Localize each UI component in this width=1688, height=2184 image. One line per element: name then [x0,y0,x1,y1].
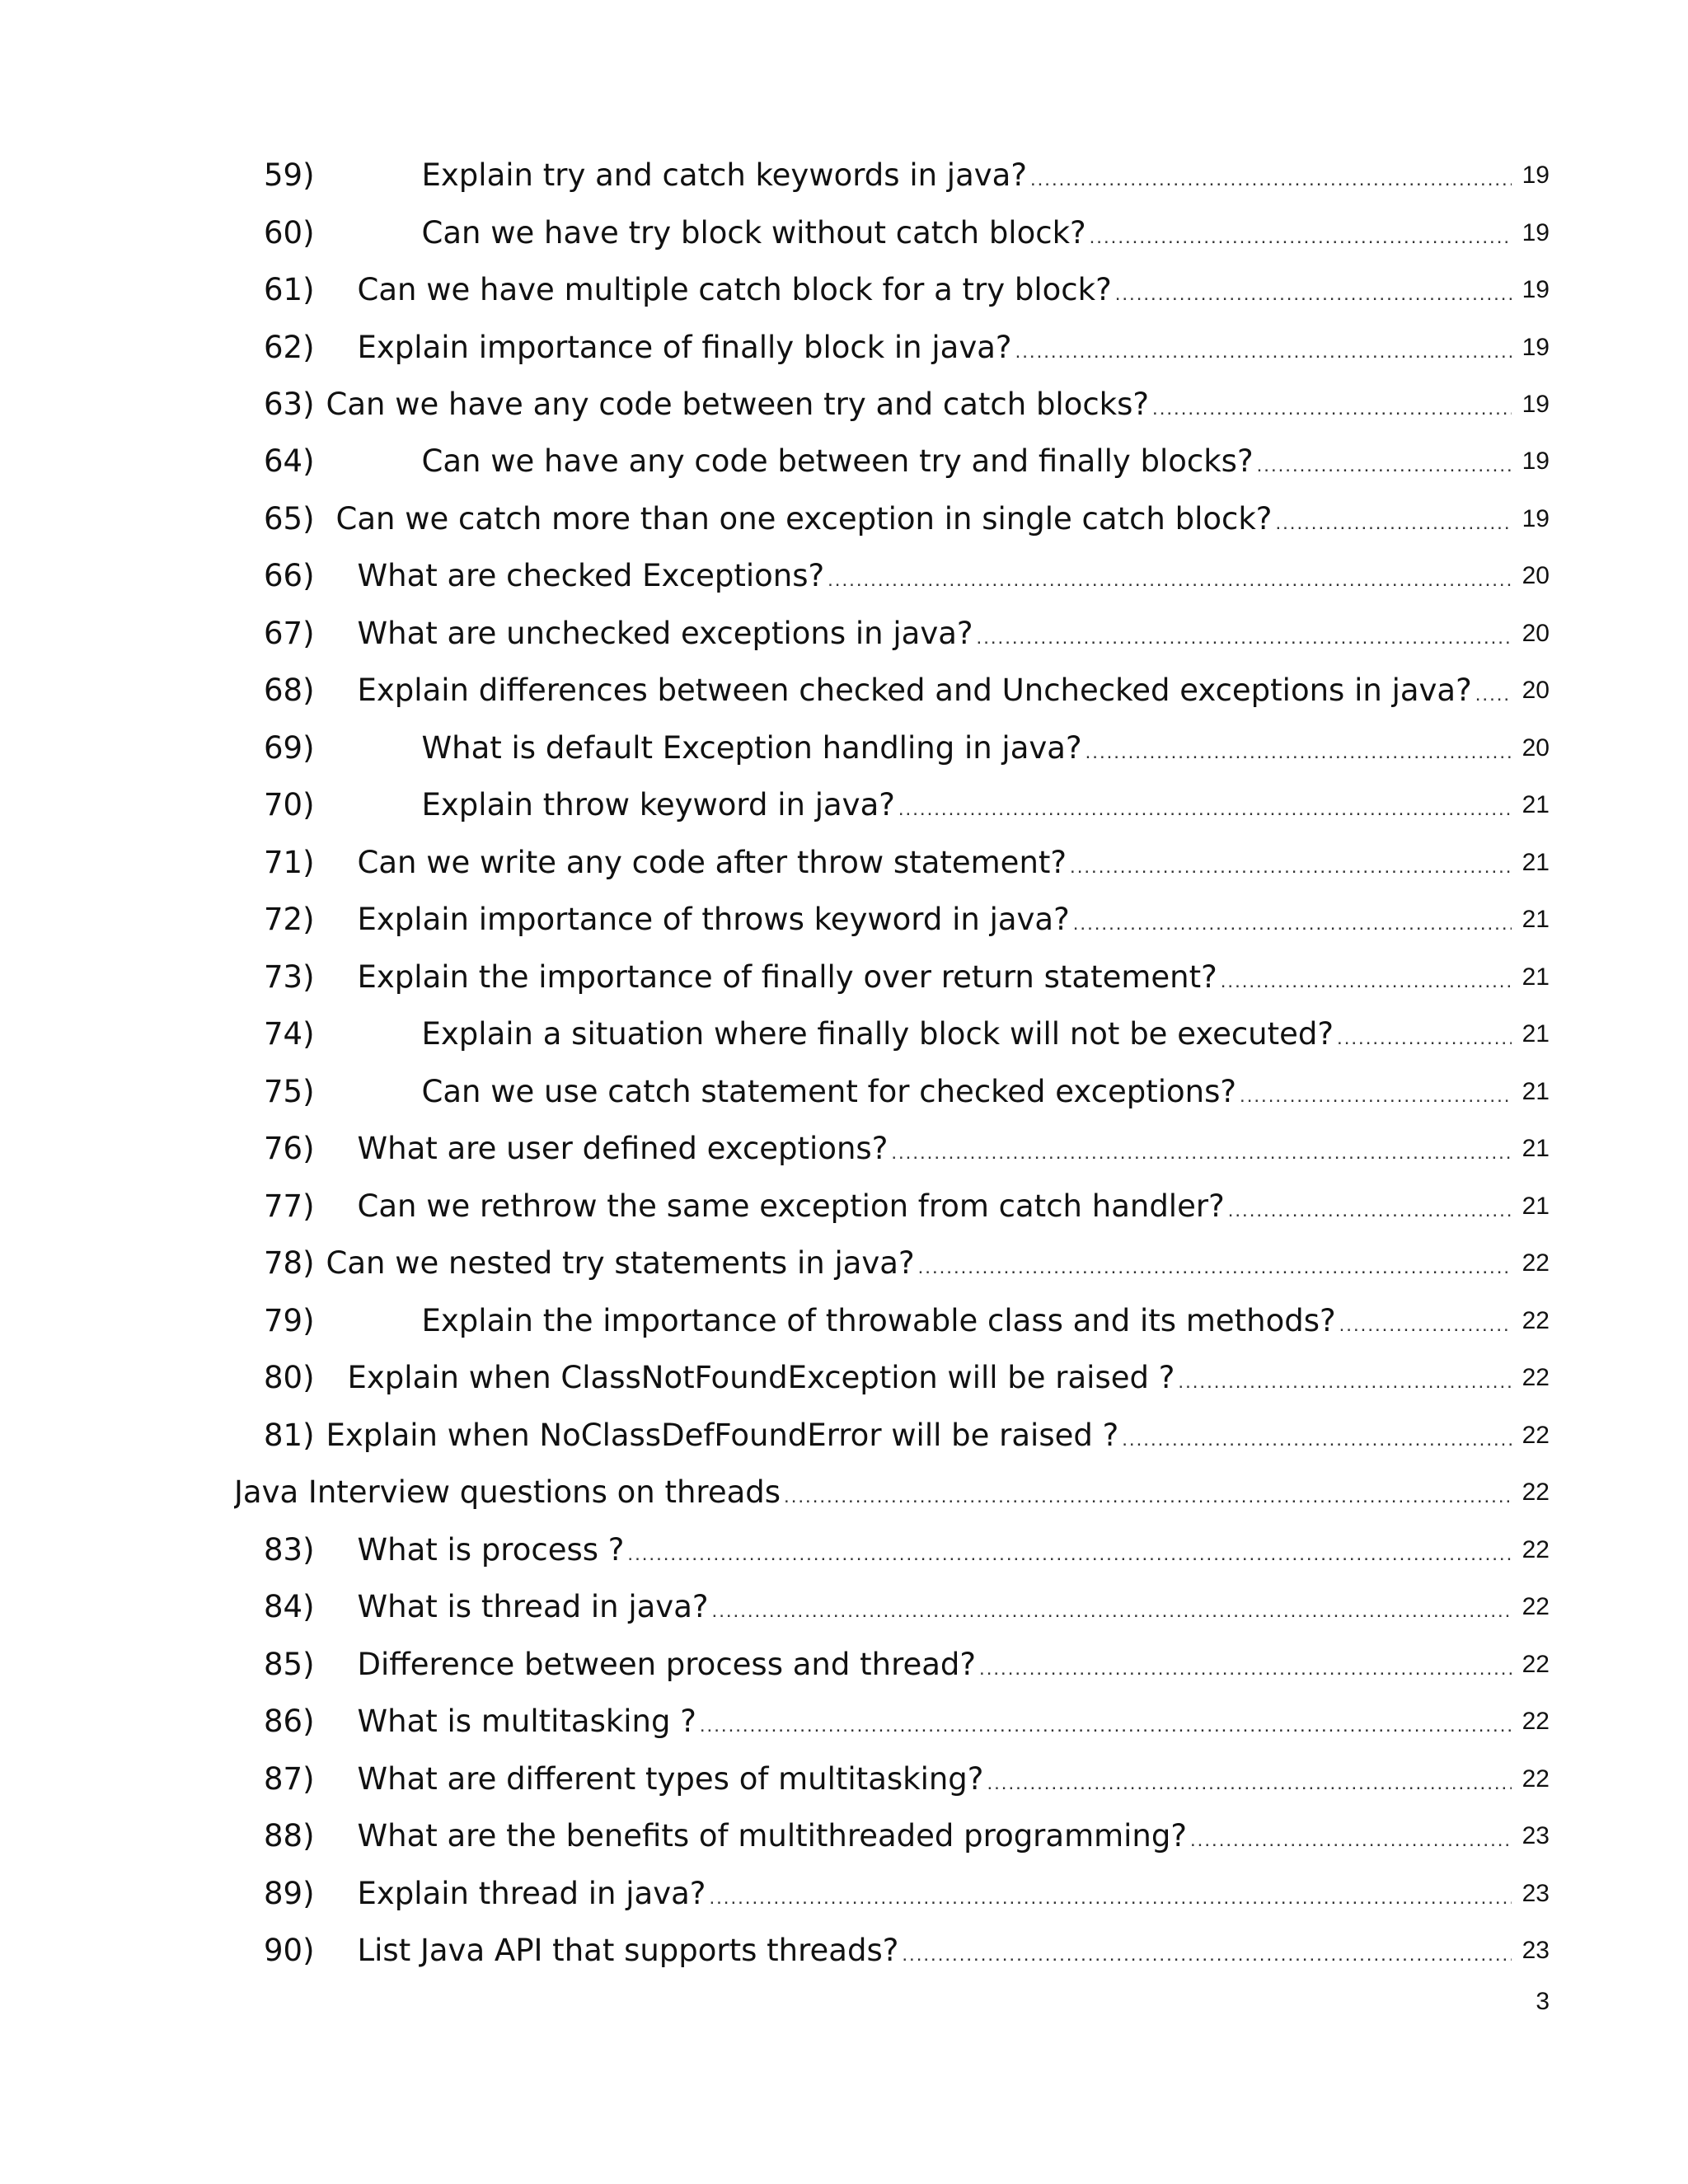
entry-title: Explain importance of finally block in java? [357,330,1012,365]
entry-number: 65) [264,501,315,537]
toc-entry[interactable] [264,1526,1550,1574]
toc-entry[interactable] [264,266,1550,314]
dot-leader [1115,266,1512,314]
entry-number: 68) [264,673,315,708]
toc-entry[interactable] [264,1068,1550,1116]
toc-entry[interactable] [264,1927,1550,1975]
entry-title: What is process ? [357,1532,625,1568]
toc-entry[interactable] [264,438,1550,485]
toc-entry[interactable] [264,1698,1550,1746]
entry-number: 72) [264,902,315,937]
entry-number: 67) [264,616,315,651]
entry-title: What is multitasking ? [357,1704,696,1739]
entry-page: 22 [1522,1307,1550,1334]
entry-title: What are the benefits of multithreaded programming? [357,1818,1188,1854]
dot-leader [1190,1812,1512,1860]
entry-page: 19 [1522,276,1550,303]
toc-entry[interactable] [264,209,1550,257]
entry-page: 22 [1522,1536,1550,1563]
dot-leader [627,1526,1512,1574]
entry-page: 23 [1522,1880,1550,1907]
toc-entry[interactable] [264,1583,1550,1631]
entry-page: 22 [1522,1765,1550,1793]
entry-page: 19 [1522,391,1550,418]
toc-entry[interactable] [264,1870,1550,1918]
entry-page: 21 [1522,906,1550,933]
entry-page: 19 [1522,505,1550,532]
entry-number: 86) [264,1704,315,1739]
entry-number: 60) [264,215,315,251]
entry-page: 19 [1522,219,1550,246]
entry-title: What are different types of multitasking? [357,1761,984,1797]
entry-title: What is thread in java? [357,1589,709,1624]
toc-entry[interactable] [264,896,1550,944]
entry-title: What are unchecked exceptions in java? [357,616,973,651]
entry-number: 75) [264,1074,315,1109]
dot-leader [784,1469,1512,1516]
entry-title: Explain a situation where finally block will not be executed? [421,1016,1334,1052]
entry-page: 22 [1522,1422,1550,1449]
toc-entry[interactable] [264,1010,1550,1058]
entry-page: 22 [1522,1249,1550,1277]
entry-number: 79) [264,1303,315,1338]
toc-entry[interactable] [264,1412,1550,1460]
dot-leader [979,1641,1512,1689]
dot-leader [1240,1068,1512,1116]
entry-number: 90) [264,1933,315,1968]
entry-number: 61) [264,272,315,307]
entry-title: Explain when NoClassDefFoundError will be raised ? [326,1418,1119,1453]
entry-title: Can we rethrow the same exception from catch handler? [357,1188,1225,1224]
dot-leader [1221,954,1512,1001]
entry-page: 21 [1522,849,1550,876]
entry-number: 66) [264,558,315,593]
entry-number: 83) [264,1532,315,1568]
entry-number: 76) [264,1131,315,1166]
toc-entry[interactable] [264,1240,1550,1287]
toc-entry[interactable] [264,954,1550,1001]
entry-title: Explain when ClassNotFoundException will be raised ? [347,1360,1175,1395]
entry-title: Explain importance of throws keyword in java? [357,902,1070,937]
toc-entry[interactable] [264,495,1550,543]
entry-page: 22 [1522,1364,1550,1391]
dot-leader [1030,152,1512,199]
entry-page: 20 [1522,677,1550,704]
toc-entry[interactable] [264,1354,1550,1402]
entry-page: 23 [1522,1937,1550,1964]
entry-number: 78) [264,1245,315,1281]
entry-page: 20 [1522,734,1550,762]
entry-page: 20 [1522,562,1550,589]
entry-title: Can we have any code between try and catch blocks? [326,387,1150,422]
dot-leader [1178,1354,1512,1402]
entry-title: Explain throw keyword in java? [421,787,895,823]
dot-leader [712,1583,1512,1631]
entry-number: 80) [264,1360,315,1395]
dot-leader [1475,667,1512,715]
toc-entry[interactable] [264,610,1550,658]
entry-number: 71) [264,845,315,880]
dot-leader [828,552,1512,600]
entry-page: 22 [1522,1479,1550,1506]
entry-page: 21 [1522,963,1550,991]
entry-title: Can we catch more than one exception in single catch block? [335,501,1273,537]
toc-entry[interactable] [264,152,1550,199]
entry-title: Explain the importance of finally over return statement? [357,959,1217,995]
entry-title: What is default Exception handling in java? [421,730,1082,766]
entry-page: 22 [1522,1651,1550,1678]
entry-page: 21 [1522,1193,1550,1220]
dot-leader [1073,896,1512,944]
entry-title: Java Interview questions on threads [234,1474,781,1510]
toc-entry[interactable] [264,1297,1550,1345]
entry-title: Explain try and catch keywords in java? [421,157,1027,193]
entry-number: 64) [264,443,315,479]
entry-title: Can we have multiple catch block for a try block? [357,272,1112,307]
dot-leader [977,610,1512,658]
dot-leader [1070,839,1512,887]
entry-number: 62) [264,330,315,365]
entry-title: Can we have try block without catch block? [421,215,1086,251]
dot-leader [1085,724,1512,772]
toc-entry[interactable] [264,839,1550,887]
dot-leader [891,1125,1512,1173]
dot-leader [898,781,1512,829]
entry-page: 21 [1522,1135,1550,1162]
dot-leader [902,1927,1512,1975]
entry-page: 21 [1522,791,1550,818]
toc-entry[interactable] [264,1183,1550,1230]
dot-leader [1228,1183,1512,1230]
dot-leader [700,1698,1512,1746]
dot-leader [1275,495,1512,543]
dot-leader [1015,324,1512,372]
dot-leader [918,1240,1512,1287]
entry-number: 88) [264,1818,315,1854]
entry-number: 74) [264,1016,315,1052]
entry-title: Can we have any code between try and finally blocks? [421,443,1254,479]
entry-number: 73) [264,959,315,995]
dot-leader [1152,381,1512,429]
entry-number: 87) [264,1761,315,1797]
entry-title: Explain thread in java? [357,1876,706,1911]
page-number: 3 [1536,1988,1550,2015]
toc-entry[interactable] [264,1755,1550,1803]
dot-leader [1122,1412,1512,1460]
entry-number: 84) [264,1589,315,1624]
dot-leader [987,1755,1512,1803]
entry-number: 89) [264,1876,315,1911]
entry-page: 19 [1522,334,1550,361]
entry-number: 70) [264,787,315,823]
entry-title: Can we write any code after throw statement? [357,845,1067,880]
entry-page: 21 [1522,1020,1550,1047]
entry-page: 21 [1522,1078,1550,1105]
entry-page: 22 [1522,1708,1550,1735]
entry-number: 77) [264,1188,315,1224]
dot-leader [1090,209,1512,257]
toc-entry[interactable] [264,552,1550,600]
toc-entry[interactable] [264,381,1550,429]
entry-title: Can we use catch statement for checked exceptions? [421,1074,1237,1109]
dot-leader [1339,1297,1512,1345]
entry-title: Can we nested try statements in java? [326,1245,915,1281]
entry-title: Explain differences between checked and Unchecked exceptions in java? [357,673,1472,708]
toc-entry[interactable] [264,724,1550,772]
entry-title: Difference between process and thread? [357,1647,977,1682]
toc-entry[interactable] [264,1641,1550,1689]
entry-number: 63) [264,387,315,422]
entry-number: 69) [264,730,315,766]
toc-entry[interactable] [264,781,1550,829]
entry-number: 85) [264,1647,315,1682]
toc-entry[interactable] [264,1125,1550,1173]
toc-entry[interactable] [264,1812,1550,1860]
dot-leader [1257,438,1512,485]
entry-page: 19 [1522,162,1550,189]
entry-page: 23 [1522,1822,1550,1849]
toc-entry[interactable] [264,324,1550,372]
toc-section-heading[interactable] [234,1469,1550,1516]
entry-title: List Java API that supports threads? [357,1933,899,1968]
entry-title: What are checked Exceptions? [357,558,825,593]
entry-number: 81) [264,1418,315,1453]
dot-leader [709,1870,1512,1918]
entry-page: 20 [1522,620,1550,647]
toc-entry[interactable] [264,667,1550,715]
entry-title: Explain the importance of throwable class and its methods? [421,1303,1336,1338]
entry-page: 22 [1522,1593,1550,1620]
entry-number: 59) [264,157,315,193]
entry-title: What are user defined exceptions? [357,1131,889,1166]
entry-page: 19 [1522,448,1550,475]
dot-leader [1337,1010,1512,1058]
